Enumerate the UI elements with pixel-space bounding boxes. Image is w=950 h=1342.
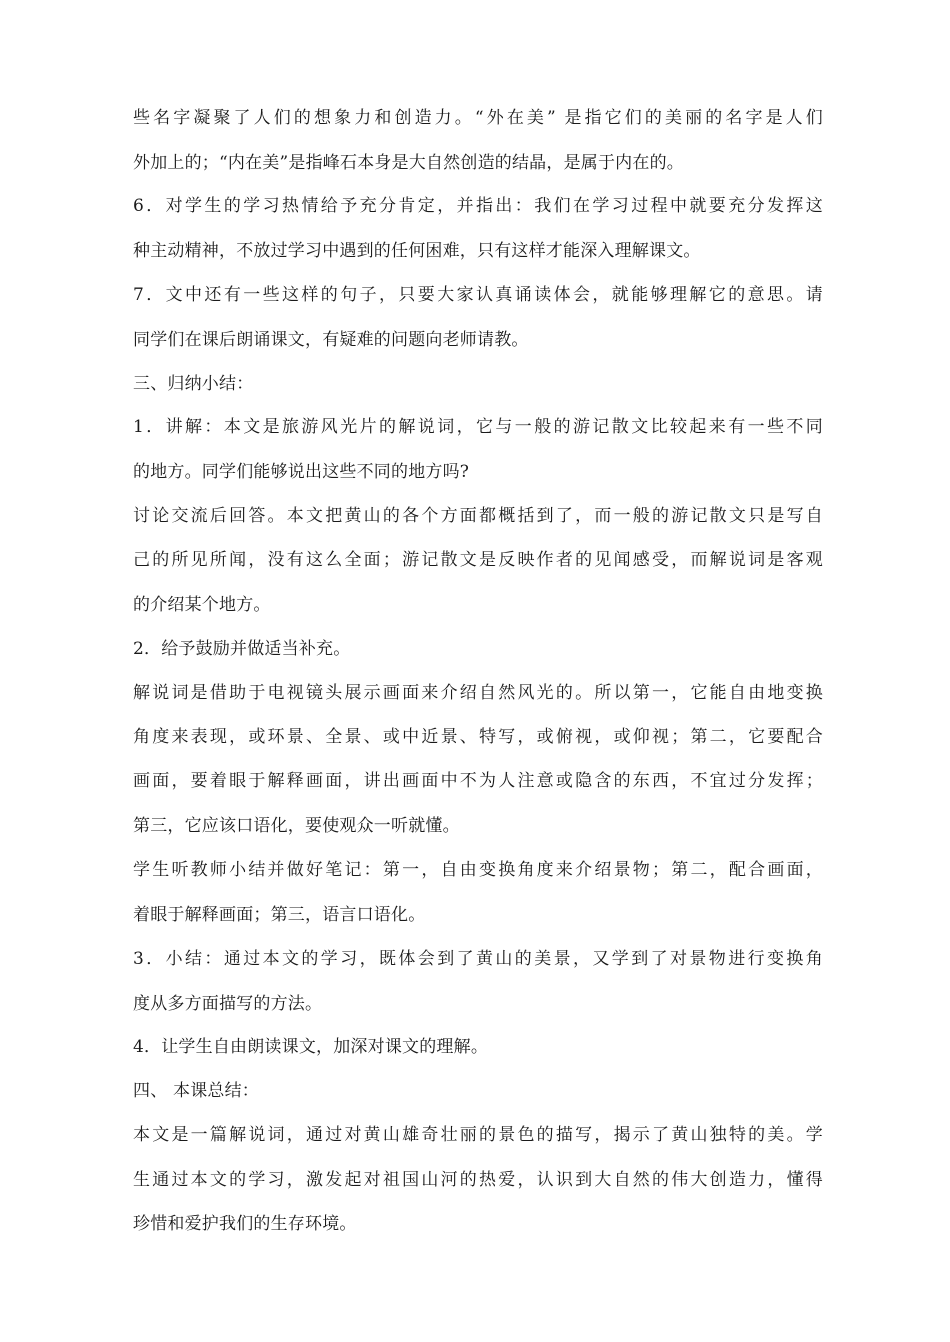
section-heading: 三、归纳小结： <box>133 374 254 394</box>
text-line: 的地方。同学们能够说出这些不同的地方吗? <box>133 462 470 482</box>
text-line: 画面，要着眼于解释画面，讲出画面中不为人注意或隐含的东西，不宜过分发挥； <box>133 771 823 791</box>
text-line: 珍惜和爱护我们的生存环境。 <box>133 1214 357 1234</box>
text-line: 7．文中还有一些这样的句子，只要大家认真诵读体会，就能够理解它的意思。请 <box>133 285 823 305</box>
text-line: 度从多方面描写的方法。 <box>133 994 323 1014</box>
text-line: 同学们在课后朗诵课文，有疑难的问题向老师请教。 <box>133 330 529 350</box>
text-line: 讨论交流后回答。本文把黄山的各个方面都概括到了，而一般的游记散文只是写自 <box>133 506 823 526</box>
text-line: 3．小结：通过本文的学习，既体会到了黄山的美景，又学到了对景物进行变换角 <box>133 949 823 969</box>
text-line: 的介绍某个地方。 <box>133 595 271 615</box>
text-line: 1．讲解：本文是旅游风光片的解说词，它与一般的游记散文比较起来有一些不同 <box>133 417 823 437</box>
text-line: 些名字凝聚了人们的想象力和创造力。“外在美” 是指它们的美丽的名字是人们 <box>133 108 823 128</box>
text-line: 着眼于解释画面；第三，语言口语化。 <box>133 905 426 925</box>
text-line: 学生听教师小结并做好笔记：第一，自由变换角度来介绍景物；第二，配合画面， <box>133 860 823 880</box>
text-line: 种主动精神，不放过学习中遇到的任何困难，只有这样才能深入理解课文。 <box>133 241 701 261</box>
text-line: 己的所见所闻，没有这么全面；游记散文是反映作者的见闻感受，而解说词是客观 <box>133 550 823 570</box>
section-heading: 四、 本课总结： <box>133 1081 260 1101</box>
text-line: 4．让学生自由朗读课文，加深对课文的理解。 <box>133 1037 489 1057</box>
text-line: 6．对学生的学习热情给予充分肯定，并指出：我们在学习过程中就要充分发挥这 <box>133 196 823 216</box>
text-line: 本文是一篇解说词，通过对黄山雄奇壮丽的景色的描写，揭示了黄山独特的美。学 <box>133 1125 823 1145</box>
text-line: 2．给予鼓励并做适当补充。 <box>133 639 351 659</box>
text-line: 外加上的；“内在美”是指峰石本身是大自然创造的结晶，是属于内在的。 <box>133 153 684 173</box>
text-line: 角度来表现，或环景、全景、或中近景、特写，或俯视，或仰视；第二，它要配合 <box>133 727 823 747</box>
text-line: 解说词是借助于电视镜头展示画面来介绍自然风光的。所以第一，它能自由地变换 <box>133 683 823 703</box>
text-line: 生通过本文的学习，激发起对祖国山河的热爱，认识到大自然的伟大创造力，懂得 <box>133 1170 823 1190</box>
text-line: 第三，它应该口语化，要使观众一听就懂。 <box>133 816 460 836</box>
